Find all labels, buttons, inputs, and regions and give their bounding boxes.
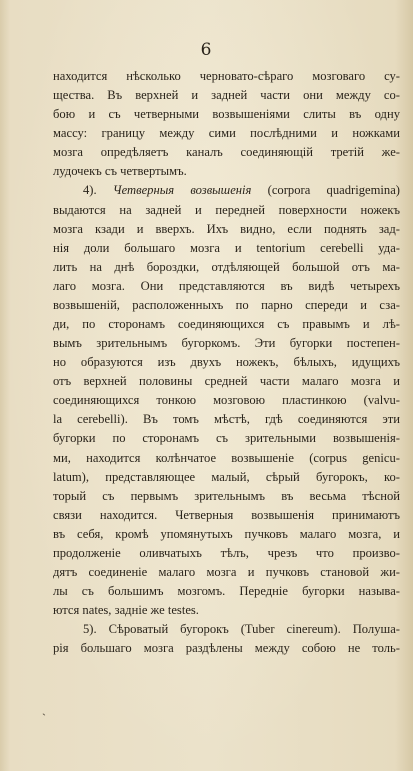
section-number: 4). bbox=[83, 183, 113, 198]
body-text bbox=[53, 67, 400, 658]
text-line: бугорки по сторонамъ съ зрительными возвышенія- bbox=[53, 431, 400, 446]
margin-mark: ˎ bbox=[42, 702, 46, 716]
text-line: въ себя, кромѣ упомянутыхъ пучковъ малаго мозга, и bbox=[53, 526, 400, 541]
section-heading-line bbox=[53, 181, 400, 200]
text-line: бою и съ четверными возвышеніями слиты въ одну bbox=[53, 107, 400, 122]
section-term: Четверныя возвышенія bbox=[112, 183, 252, 198]
page-number: 6 bbox=[200, 40, 213, 60]
section-latin-term: (corpora quadrigemina) bbox=[251, 183, 400, 198]
text-line: соединяющихся тонкою мозговою пластинкою (valvu- bbox=[53, 393, 400, 408]
text-line: лаго мозга. Они представляются въ видѣ четырехъ bbox=[53, 278, 400, 293]
text-line: связи находится. Четверныя возвышенія принимаютъ bbox=[53, 507, 400, 522]
text-line: дятъ соединеніе малаго мозга и пучковъ становой жи- bbox=[53, 565, 400, 580]
text-line: возвышеній, расположенныхъ по парно спереди и сза- bbox=[53, 297, 400, 312]
text-line: рія большаго мозга раздѣлены между собою не толь- bbox=[53, 641, 400, 656]
text-line: отъ верхней половины средней части малаго мозга и bbox=[53, 374, 400, 389]
text-line: лы съ большимъ мозгомъ. Передніе бугорки называ- bbox=[53, 584, 400, 599]
text-line: но образуются изъ двухъ ножекъ, бѣлыхъ, идущихъ bbox=[53, 355, 400, 370]
text-line: щества. Въ верхней и задней части они между со- bbox=[53, 88, 400, 103]
text-line: нія доли большаго мозга и tentorium cerebelli уда- bbox=[53, 240, 400, 255]
text-line: лить на днѣ бороздки, отдѣляющей большой отъ ма- bbox=[53, 259, 400, 274]
text-line: продолженіе оливчатыхъ тѣлъ, чрезъ что произво- bbox=[53, 545, 400, 560]
text-line: мозга кзади и вверхъ. Ихъ видно, если поднять зад- bbox=[53, 221, 400, 236]
text-line: находится нѣсколько черновато-сѣраго мозговаго су- bbox=[53, 69, 400, 83]
text-line: лудочекъ съ четвертымъ. bbox=[53, 164, 187, 179]
text-line: массу: границу между сими послѣдними и ножками bbox=[53, 126, 400, 141]
text-line: la cerebelli). Въ томъ мѣстѣ, гдѣ соединяются эти bbox=[53, 412, 400, 427]
text-line: мозга опредѣляетъ каналъ соединяющій третій же- bbox=[53, 145, 400, 160]
section-heading-line: 5). Сѣроватый бугорокъ (Tuber cinereum). Полуша- bbox=[83, 622, 400, 637]
text-line: ются nates, задніе же testes. bbox=[53, 603, 199, 618]
text-line: торый съ первымъ зрительнымъ въ весьма тѣсной bbox=[53, 488, 400, 503]
text-line: latum), представляющее малый, сѣрый бугорокъ, ко- bbox=[53, 469, 400, 484]
text-line: выдаются на задней и передней поверхности ножекъ bbox=[53, 202, 400, 217]
text-line: вымъ зрительнымъ бугоркомъ. Эти бугорки постепен- bbox=[53, 336, 400, 351]
text-line: ди, по сторонамъ соединяющихся съ правымъ и лѣ- bbox=[53, 317, 400, 332]
text-line: ми, находится колѣнчатое возвышеніе (corpus genicu- bbox=[53, 450, 400, 465]
